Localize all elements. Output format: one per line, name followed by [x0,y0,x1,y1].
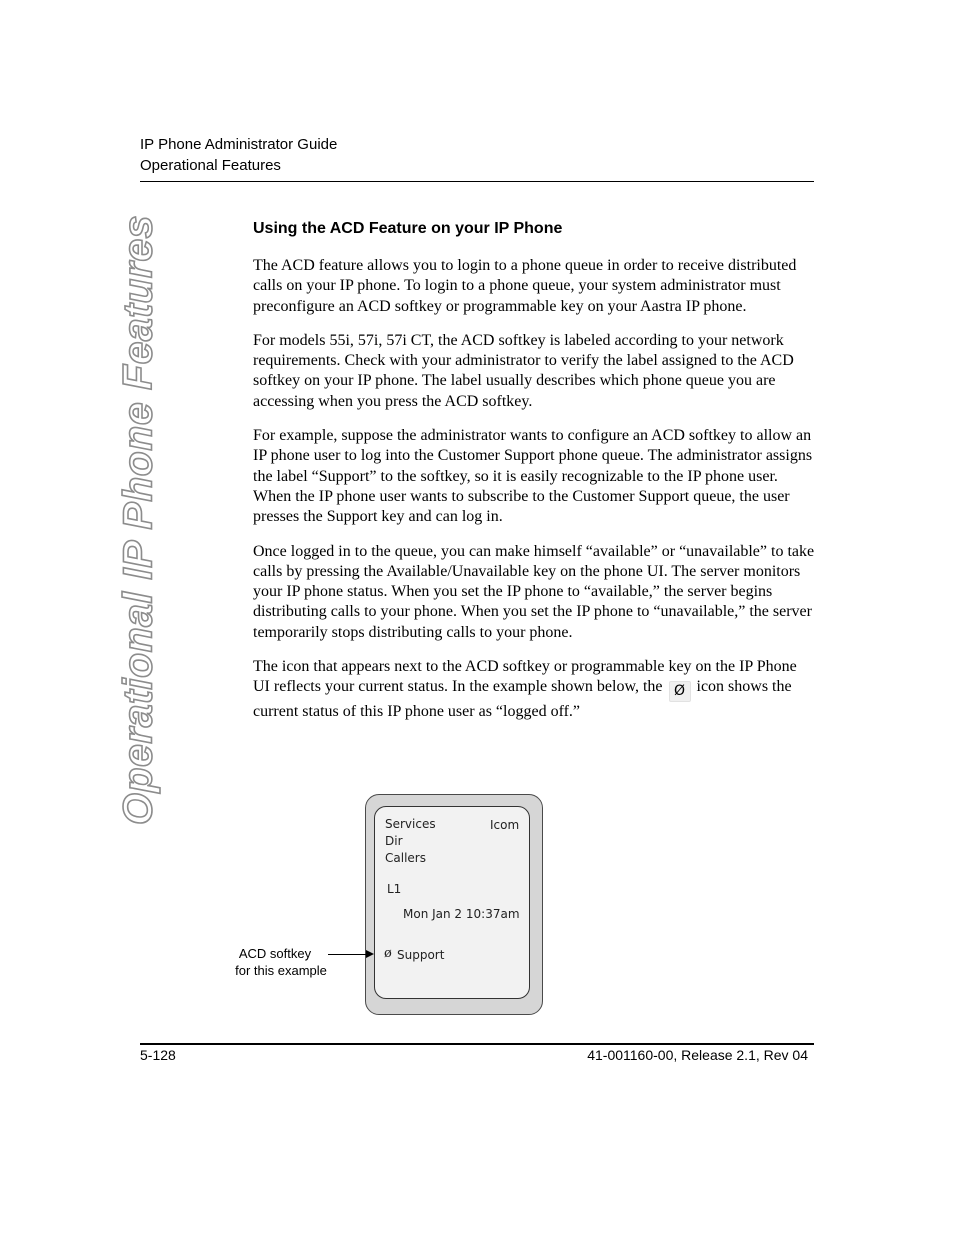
page-number: 5-128 [140,1047,176,1063]
section-heading: Using the ACD Feature on your IP Phone [253,220,563,237]
callout-line-1: ACD softkey [238,946,312,961]
phone-screen [374,806,530,999]
callout-arrow-head [366,950,374,958]
softkey-dir: Dir [385,834,403,848]
paragraph-5-before-icon: The icon that appears next to the ACD softkey or programmable key on the IP Phone UI reflects your current status. In the example shown below, the [253,658,797,696]
header-chapter: Operational Features [140,157,281,174]
side-chapter-title: Operational IP Phone Features [114,215,161,825]
line-indicator: L1 [387,882,402,896]
callout-line-2: for this example [235,963,327,978]
body-text [253,256,815,737]
paragraph-2: For models 55i, 57i, 57i CT, the ACD softkey is labeled according to your network requirements. Check with your administrator to verify the label assigned to the ACD softkey on your IP phone. The label usually describes which phone queue you are accessing when you press the ACD softkey. [253,331,794,410]
softkey-callers: Callers [385,851,426,865]
callout-arrow-line [328,954,368,955]
paragraph-1: The ACD feature allows you to login to a phone queue in order to receive distributed calls on your IP phone. To login to a phone queue, your system administrator must preconfigure an ACD softkey or programmable key on your Aastra IP phone. [253,257,797,315]
paragraph-5 [253,657,815,723]
paragraph-5-after-icon: icon shows the current status of this IP phone user as “logged off.” [253,678,792,721]
acd-status-icon: ø [384,946,392,961]
header-guide-title: IP Phone Administrator Guide [140,136,338,153]
footer-rule [140,1043,814,1045]
screen-datetime: Mon Jan 2 10:37am [403,907,520,921]
header-rule [140,181,814,182]
paragraph-3: For example, suppose the administrator wants to configure an ACD softkey to allow an IP phone user to log into the Customer Support phone queue. The administrator assigns the label “Support” to the softkey, so it is easily recognizable to the IP phone user. When the IP phone user wants to subscribe to the Customer Support queue, the user presses the Support key and can log in. [253,427,813,526]
document-id: 41-001160-00, Release 2.1, Rev 04 [587,1047,808,1063]
phone-figure [365,794,543,1015]
paragraph-4: Once logged in to the queue, you can make himself “available” or “unavailable” to take calls by pressing the Available/Unavailable key on the phone UI. The server monitors your IP phone status. When you set the IP phone to “available,” the server begins distributing calls to your phone. When you set the IP phone to “unavailable,” the server temporarily stops distributing calls to your phone. [253,542,815,641]
softkey-support: Support [397,948,445,962]
logged-off-icon: Ø [669,681,691,702]
softkey-icom: Icom [490,818,520,832]
softkey-services: Services [385,817,436,831]
